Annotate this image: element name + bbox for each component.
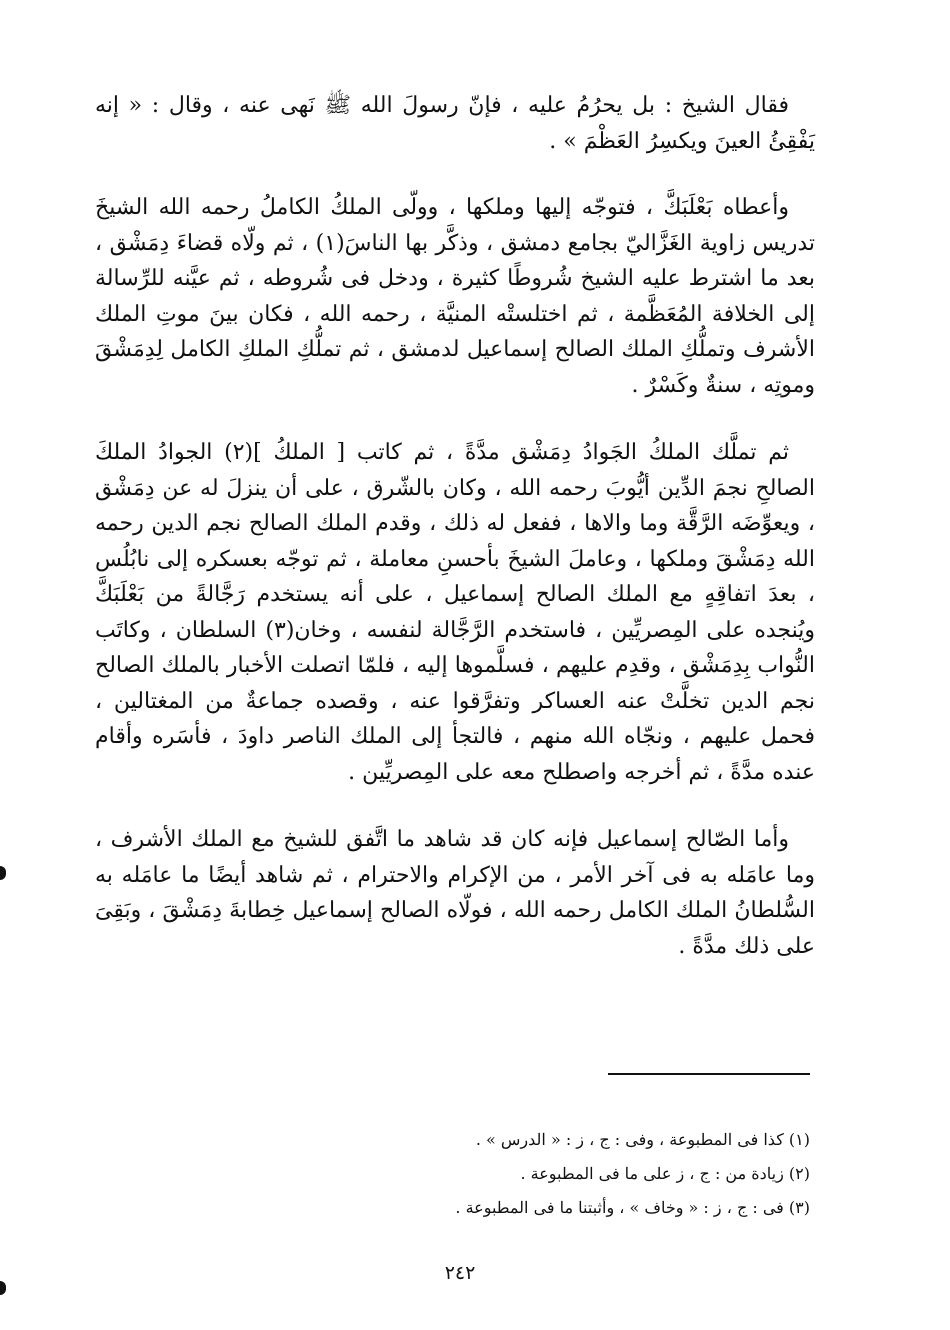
main-text <box>95 88 815 964</box>
paragraph-3: ثم تملَّك الملكُ الجَوادُ دِمَشْق مدَّةً ، ثم كاتب [ الملكُ ](٢) الجوادُ الملكَ الصالحِ نجمَ الدِّين أيُّوبَ رحمه الله ، وكان بالشّرق ، على أن ينزلَ له عن دِمَشْق ، ويعوِّضَه الرَّقَّة وما والاها ، ففعل له ذلك ، وقدم الملك الصالح نجم الدين رحمه الله دِمَشْقَ وملكها ، وعاملَ الشيخَ بأحسنِ معاملة ، ثم توجّه بعسكره إلى نابُلُس ، بعدَ اتفاقِهٍ مع الملك الصالح إسماعيل ، على أنه يستخدم رَجَّالةً من بَعْلَبَكَّ ويُنجده على المِصريِّين ، فاستخدم الرَّجَّالة لنفسه ، وخان(٣) السلطان ، وكاتَب النُّواب بِدِمَشْق ، وقدِم عليهم ، فسلَّموها إليه ، فلمّا اتصلت الأخبار بالملك الصالح نجم الدين تخلَّتْ عنه العساكر وتفرَّقوا عنه ، وقصده جماعةٌ من المغتالين ، فحمل عليهم ، ونجّاه الله منهم ، فالتجأ إلى الملك الناصر داودَ ، فأسَره وأقام عنده مدَّةً ، ثم أخرجه واصطلح معه على المِصريِّين . <box>95 440 815 785</box>
paragraph-2: وأعطاه بَعْلَبَكَّ ، فتوجّه إليها وملكها ، وولّى الملكُ الكاملُ رحمه الله الشيخَ تدريس زاوية الغَزَّاليّ بجامع دمشق ، وذكَّر بها الناسَ(١) ، ثم ولّاه قضاءَ دِمَشْق ، بعد ما اشترط عليه الشيخ شُروطًا كثيرة ، ودخل فى شُروطه ، ثم عيَّنه للرِّسالة إلى الخلافة المُعَظَّمة ، ثم اختلستْه المنيَّة ، رحمه الله ، فكان بينَ موتِ الملك الأشرف وتملُّكِ الملك الصالح إسماعيل لدمشق ، ثم تملُّكِ الملكِ الكامل لِدِمَشْقَ وموتِه ، سنةٌ وكَسْرٌ . <box>95 195 816 398</box>
binding-hole-mark-bottom <box>0 1281 6 1295</box>
page-number: ٢٤٢ <box>444 1262 476 1284</box>
footnote-1: (١) كذا فى المطبوعة ، وفى : ج ، ز : « الدرس » . <box>475 1130 810 1149</box>
paragraph-1: فقال الشيخ : بل يحرُمُ عليه ، فإنّ رسولَ الله ﷺ نَهى عنه ، وقال : « إنه يَفْقِئُ العينَ ويكسِرُ العَظْمَ » . <box>95 93 815 154</box>
footnote-3: (٣) فى : ج ، ز : « وخاف » ، وأثبتنا ما فى المطبوعة . <box>455 1198 810 1217</box>
footnotes <box>330 1123 810 1225</box>
footnote-2: (٢) زيادة من : ج ، ز على ما فى المطبوعة . <box>520 1164 810 1183</box>
paragraph-4: وأما الصّالح إسماعيل فإنه كان قد شاهد ما اتَّفق للشيخ مع الملك الأشرف ، وما عامَله به فى آخر الأمر ، من الإكرام والاحترام ، ثم شاهد أيضًا ما عامَله به السُّلطانُ الملك الكامل رحمه الله ، فولّاه الصالح إسماعيل خِطابةَ دِمَشْقَ ، وبَقِىَ على ذلك مدَّةً . <box>95 827 815 959</box>
footnote-divider <box>608 1073 810 1075</box>
binding-hole-mark-top <box>0 866 6 880</box>
